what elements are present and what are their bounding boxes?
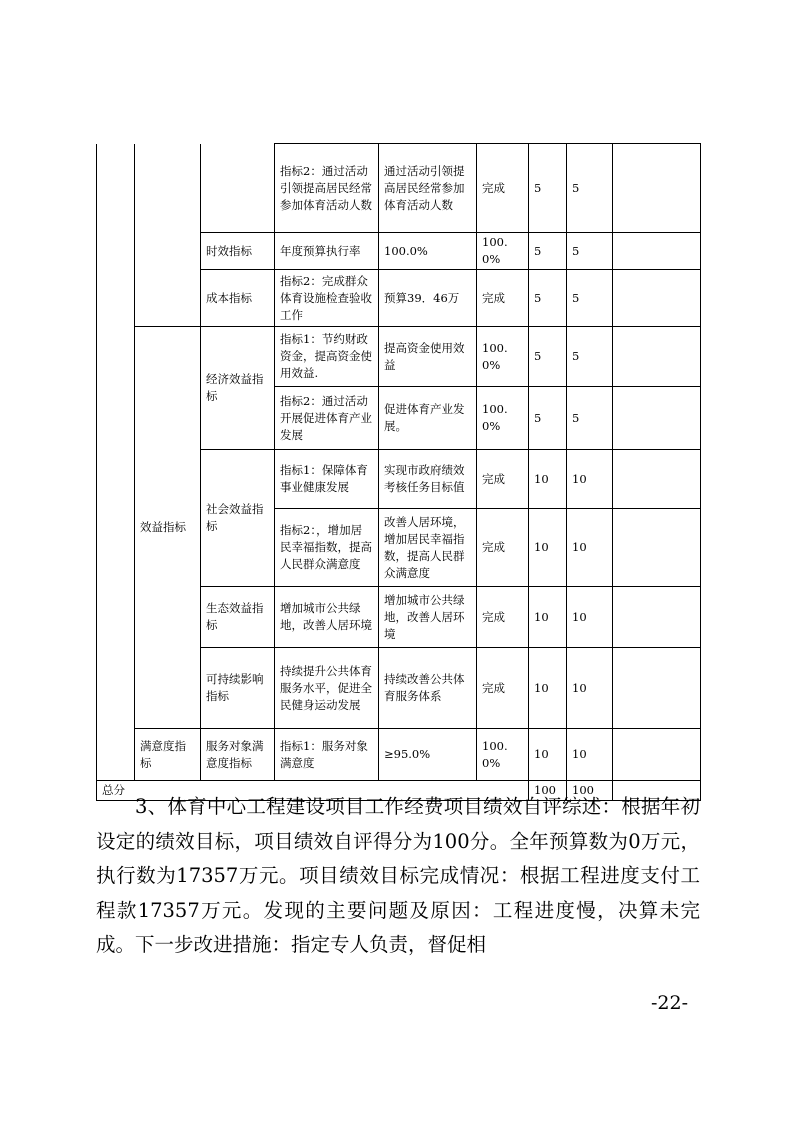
table-cell: 完成 <box>477 648 529 729</box>
table-cell: 完成 <box>477 587 529 648</box>
table-cell: 5 <box>529 144 567 233</box>
table-row <box>97 144 701 233</box>
table-cell: 持续提升公共体育服务水平，促进全民健身运动发展 <box>275 648 379 729</box>
table-cell: 预算39．46万 <box>379 270 477 327</box>
table-cell <box>613 587 701 648</box>
table-cell: 增加城市公共绿地，改善人居环境 <box>275 587 379 648</box>
table-cell <box>613 450 701 509</box>
table-cell <box>613 648 701 729</box>
table-cell: 5 <box>529 327 567 387</box>
table-cell: 10 <box>567 648 613 729</box>
table-cell: 年度预算执行率 <box>275 233 379 270</box>
table-cell: 5 <box>567 144 613 233</box>
table-cell: 100 <box>567 781 613 801</box>
table-cell <box>201 144 275 233</box>
table-cell: 指标2：，增加居民幸福指数，提高人民群众满意度 <box>275 509 379 587</box>
table-cell: 5 <box>567 233 613 270</box>
table-cell: 指标2：通过活动开展促进体育产业发展 <box>275 387 379 450</box>
table-cell: 10 <box>529 729 567 781</box>
table-cell: 5 <box>529 270 567 327</box>
table-cell: 成本指标 <box>201 270 275 327</box>
table-cell: 10 <box>567 509 613 587</box>
table-cell: 完成 <box>477 509 529 587</box>
table-cell <box>97 144 135 781</box>
table-cell: 完成 <box>477 144 529 233</box>
table-cell: 可持续影响指标 <box>201 648 275 729</box>
narrative-text: 3、体育中心工程建设项目工作经费项目绩效自评综述：根据年初设定的绩效目标，项目绩效自评得分为100分。全年预算数为0万元，执行数为17357万元。项目绩效目标完成情况：根据工程进度支付工程款17357万元。发现的主要问题及原因：工程进度慢，决算未完成。下一步改进措施：指定专人负责，督促相 <box>96 795 700 956</box>
table-cell <box>613 233 701 270</box>
table-cell: ≥95.0% <box>379 729 477 781</box>
table-cell: 持续改善公共体育服务体系 <box>379 648 477 729</box>
table-cell <box>613 509 701 587</box>
table-cell: 满意度指标 <box>135 729 201 781</box>
table-cell: 5 <box>567 270 613 327</box>
table-cell <box>613 387 701 450</box>
table-cell: 5 <box>529 233 567 270</box>
table-cell <box>613 729 701 781</box>
total-label: 总分 <box>97 781 529 801</box>
table-cell: 100.0% <box>477 729 529 781</box>
page-number: -22- <box>650 992 688 1014</box>
table-row <box>97 327 701 387</box>
table-cell <box>613 144 701 233</box>
narrative-paragraph <box>96 790 700 963</box>
table-cell: 完成 <box>477 270 529 327</box>
table-cell: 促进体育产业发展。 <box>379 387 477 450</box>
table-cell: 100.0% <box>477 233 529 270</box>
performance-table <box>96 143 701 801</box>
table-cell: 100.0% <box>477 387 529 450</box>
table-cell: 10 <box>567 587 613 648</box>
table-cell: 100 <box>529 781 567 801</box>
table-cell: 增加城市公共绿地，改善人居环境 <box>379 587 477 648</box>
table-cell: 100.0% <box>477 327 529 387</box>
table-cell: 提高资金使用效益 <box>379 327 477 387</box>
table-cell <box>613 327 701 387</box>
table-cell: 社会效益指标 <box>201 450 275 587</box>
table-cell: 通过活动引领提高居民经常参加体育活动人数 <box>379 144 477 233</box>
table-cell: 5 <box>567 387 613 450</box>
table-cell: 时效指标 <box>201 233 275 270</box>
table-cell: 10 <box>567 450 613 509</box>
table-row <box>97 729 701 781</box>
table-cell: 实现市政府绩效考核任务目标值 <box>379 450 477 509</box>
table-cell: 指标1：节约财政资金，提高资金使用效益. <box>275 327 379 387</box>
table-cell: 10 <box>529 509 567 587</box>
table-cell: 指标2：通过活动引领提高居民经常参加体育活动人数 <box>275 144 379 233</box>
table-cell: 生态效益指标 <box>201 587 275 648</box>
table-cell <box>135 144 201 327</box>
table-cell: 效益指标 <box>135 327 201 729</box>
table-cell: 100.0% <box>379 233 477 270</box>
table-cell: 指标1：服务对象满意度 <box>275 729 379 781</box>
table-cell: 指标2：完成群众体育设施检查验收工作 <box>275 270 379 327</box>
table-cell: 10 <box>529 648 567 729</box>
table-cell: 服务对象满意度指标 <box>201 729 275 781</box>
table-cell: 经济效益指标 <box>201 327 275 450</box>
table-cell: 10 <box>529 587 567 648</box>
table-cell: 10 <box>529 450 567 509</box>
table-cell: 5 <box>529 387 567 450</box>
table-cell: 指标1：保障体育事业健康发展 <box>275 450 379 509</box>
table-cell: 完成 <box>477 450 529 509</box>
table-cell: 5 <box>567 327 613 387</box>
table-cell <box>613 270 701 327</box>
table-cell: 10 <box>567 729 613 781</box>
table-cell: 改善人居环境，增加居民幸福指数，提高人民群众满意度 <box>379 509 477 587</box>
